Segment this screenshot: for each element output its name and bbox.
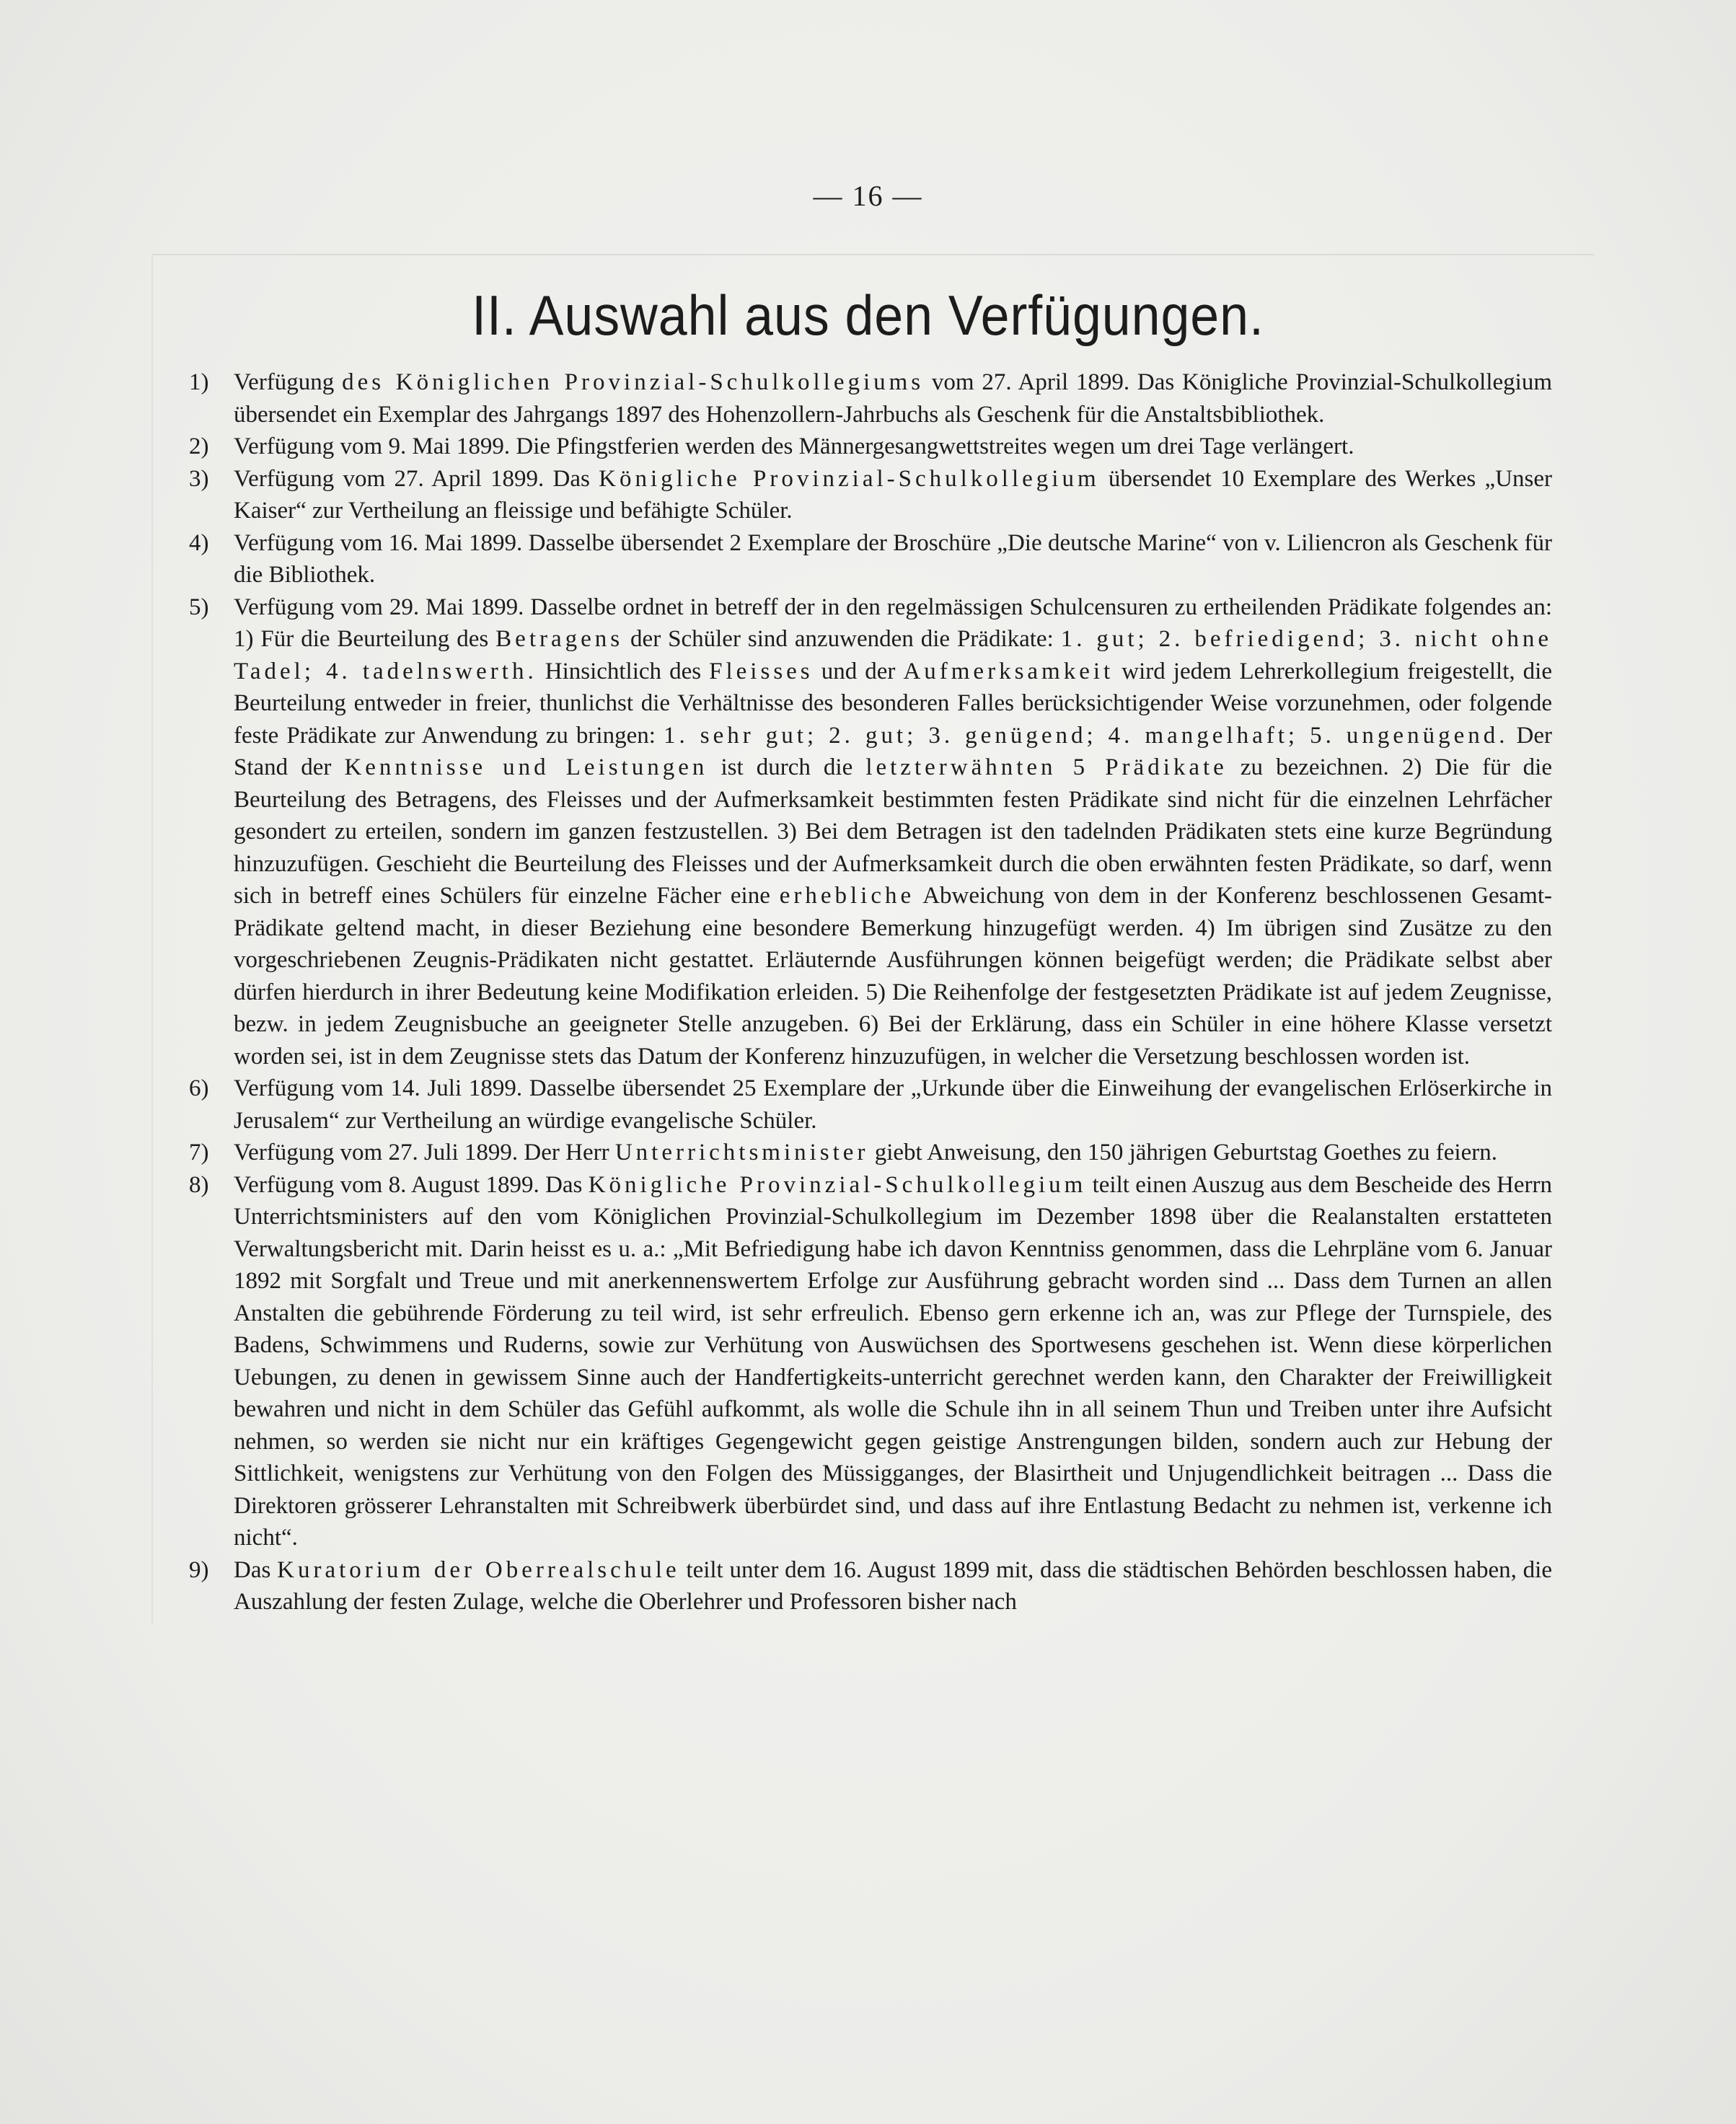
entry-text: Verfügung vom 8. August 1899. Das xyxy=(234,1171,589,1198)
ordinance-entry xyxy=(189,527,1552,591)
entry-text: Das xyxy=(234,1556,278,1583)
spaced-emphasis-text: erhebliche xyxy=(779,883,915,909)
entry-number: 4) xyxy=(189,529,209,556)
ordinance-entry xyxy=(189,1554,1552,1618)
spaced-emphasis-text: Fleisses xyxy=(709,658,814,684)
entry-number: 5) xyxy=(189,594,209,620)
entry-text: teilt einen Auszug aus dem Bescheide des Herrn Unterrichtsministers auf den vom Königlichen Provinzial-Schulkollegium im Dezember 1898 über die Realanstalten erstatteten Verwaltungsbericht mit. Darin heisst es u. a.: „Mit Befriedigung habe ich davon Kenntniss genommen, dass die Lehrpläne vom 6. Januar 1892 mit Sorgfalt und Treue und mit anerkennenswertem Erfolge zur Ausführung gebracht worden sind ... Dass dem Turnen an allen Anstalten die gebührende Förderung zu teil wird, ist sehr erfreulich. Ebenso gern erkenne ich an, was zur Pflege der Turnspiele, des Badens, Schwimmens und Ruderns, sowie zur Verhütung von Auswüchsen des Sportwesens geschehen ist. Wenn diese körperlichen Uebungen, zu denen in gewissem Sinne auch der Handfertigkeits-unterricht gerechnet werden kann, den Charakter der Freiwilligkeit bewahren und nicht in dem Schüler das Gefühl aufkommt, als wolle die Schule ihn in all seinem Thun und Treiben unter ihre Aufsicht nehmen, so werden sie nicht nur ein kräftiges Gegengewicht gegen geistige Anstrengungen bilden, sondern auch zur Hebung der Sittlichkeit, wenigstens zur Verhütung von den Folgen des Müssigganges, der Blasirtheit und Unjugendlichkeit beitragen ... Dass die Direktoren grösserer Lehranstalten mit Schreibwerk überbürdet sind, und dass auf ihre Entlastung Bedacht zu nehmen ist, verkenne ich nicht“. xyxy=(234,1171,1552,1551)
entry-text: zu bezeichnen. 2) Die für die Beurteilung des Betragens, des Fleisses und der Aufmerksamkeit bestimmten festen Prädikate sind nicht für die einzelnen Lehrfächer gesondert zu erteilen, sondern im ganzen festzustellen. 3) Bei dem Betragen ist den tadelnden Prädikaten stets eine kurze Begründung hinzuzufügen. Geschieht die Beurteilung des Fleisses und der Aufmerksamkeit durch die oben erwähnten festen Prädikate, so darf, wenn sich in betreff eines Schülers für einzelne Fächer eine xyxy=(234,754,1552,909)
spaced-emphasis-text: letzterwähnten 5 Prädikate xyxy=(865,754,1228,780)
ordinance-entry xyxy=(189,1137,1552,1169)
entry-text: giebt Anweisung, den 150 jährigen Geburtstag Goethes zu feiern. xyxy=(868,1140,1497,1165)
spaced-emphasis-text: 1. gut; 2. befriedigend; 3. nicht ohne Tadel; 4. tadelnswerth. xyxy=(234,626,1552,684)
spaced-emphasis-text: 1. sehr gut; 2. gut; 3. genügend; 4. mangelhaft; 5. ungenügend. xyxy=(663,722,1509,749)
entry-text: übersendet 10 Exemplare des Werkes „Unser Kaiser“ zur Vertheilung an fleissige und befähigte Schüler. xyxy=(234,465,1552,524)
spaced-emphasis-text: Königliche Provinzial-Schulkollegium xyxy=(588,1171,1087,1198)
spaced-emphasis-text: Aufmerksamkeit xyxy=(903,658,1114,684)
ordinance-entry xyxy=(189,431,1552,463)
ordinance-list xyxy=(189,366,1552,1618)
entry-number: 6) xyxy=(189,1075,209,1101)
spaced-emphasis-text: Königliche Provinzial-Schulkollegium xyxy=(599,465,1100,492)
entry-text: Verfügung vom 27. Juli 1899. Der Herr xyxy=(234,1140,615,1165)
entry-text: und der xyxy=(813,658,904,684)
entry-text: Der Stand der xyxy=(234,722,1553,780)
spaced-emphasis-text: Kenntnisse und Leistungen xyxy=(344,754,708,780)
entry-number: 9) xyxy=(189,1556,209,1583)
entry-text: Verfügung vom 27. April 1899. Das xyxy=(234,465,599,492)
entry-text: der Schüler sind anzuwenden die Prädikate: xyxy=(623,626,1061,652)
entry-text: Abweichung von dem in der Konferenz beschlossenen Gesamt-Prädikate geltend macht, in dieser Beziehung eine besondere Bemerkung hinzugefügt werden. 4) Im übrigen sind Zusätze zu den vorgeschriebenen Zeugnis-Prädikaten nicht gestattet. Erläuternde Ausführungen können beigefügt werden; die Prädikate selbst aber dürfen hierdurch in ihrer Bedeutung keine Modifikation erleiden. 5) Die Reihenfolge der festgesetzten Prädikate ist auf jedem Zeugnisse, bezw. in jedem Zeugnisbuche an geeigneter Stelle anzugeben. 6) Bei der Erklärung, dass ein Schüler in eine höhere Klasse versetzt worden sei, ist in dem Zeugnisse stets das Datum der Konferenz hinzuzufügen, in welcher die Versetzung beschlossen worden ist. xyxy=(234,883,1552,1070)
spaced-emphasis-text: Betragens xyxy=(495,626,624,652)
spaced-emphasis-text: Kuratorium der Oberrealschule xyxy=(277,1556,680,1583)
entry-text: Verfügung xyxy=(234,369,343,395)
entry-number: 3) xyxy=(189,465,209,492)
spaced-emphasis-text: Unterrichtsminister xyxy=(614,1140,869,1165)
entry-text: Verfügung vom 29. Mai 1899. Dasselbe ordnet in betreff der in den regelmässigen Schulcensuren zu ertheilenden Prädikate folgendes an: 1) Für die Beurteilung des xyxy=(234,594,1552,652)
entry-text: teilt unter dem 16. August 1899 mit, dass die städtischen Behörden beschlossen haben, die Auszahlung der festen Zulage, welche die Oberlehrer und Professoren bisher nach xyxy=(234,1556,1552,1615)
page-number: — 16 — xyxy=(813,180,923,212)
entry-text: wird jedem Lehrerkollegium freigestellt, die Beurteilung entweder in freier, thunlichst die Verhältnisse des besonderen Falles berücksichtigender Weise vorzunehmen, oder folgende feste Prädikate zur Anwendung zu bringen: xyxy=(234,658,1552,749)
entry-number: 7) xyxy=(189,1140,209,1165)
entry-text: Verfügung vom 14. Juli 1899. Dasselbe übersendet 25 Exemplare der „Urkunde über die Einweihung der evangelischen Erlöserkirche in Jerusalem“ zur Vertheilung an würdige evangelische Schüler. xyxy=(234,1075,1552,1134)
entry-number: 1) xyxy=(189,369,209,395)
ordinance-entry xyxy=(189,1169,1552,1554)
entry-text: Hinsichtlich des xyxy=(537,658,710,684)
entry-text: Verfügung vom 16. Mai 1899. Dasselbe übersendet 2 Exemplare der Broschüre „Die deutsche Marine“ von v. Liliencron als Geschenk für die Bibliothek. xyxy=(234,529,1552,588)
entry-text: Verfügung vom 9. Mai 1899. Die Pfingstferien werden des Männergesangwettstreites wegen um drei Tage verlängert. xyxy=(234,433,1354,459)
section-title: II. Auswahl aus den Verfügungen. xyxy=(472,283,1264,347)
bleed-through-rule-top xyxy=(151,254,1594,255)
ordinance-entry xyxy=(189,463,1552,527)
spaced-emphasis-text: des Königlichen Provinzial-Schulkollegiums xyxy=(342,369,925,395)
entry-text: vom 27. April 1899. Das Königliche Provinzial-Schulkollegium übersendet ein Exemplar des Jahrgangs 1897 des Hohenzollern-Jahrbuchs als Geschenk für die Anstaltsbibliothek. xyxy=(234,369,1552,428)
ordinance-entry xyxy=(189,591,1552,1073)
ordinance-entry xyxy=(189,366,1552,431)
entry-text: ist durch die xyxy=(708,754,866,780)
ordinance-entry xyxy=(189,1072,1552,1137)
entry-number: 2) xyxy=(189,433,209,459)
entry-number: 8) xyxy=(189,1171,209,1198)
bleed-through-rule-left xyxy=(151,254,153,1624)
